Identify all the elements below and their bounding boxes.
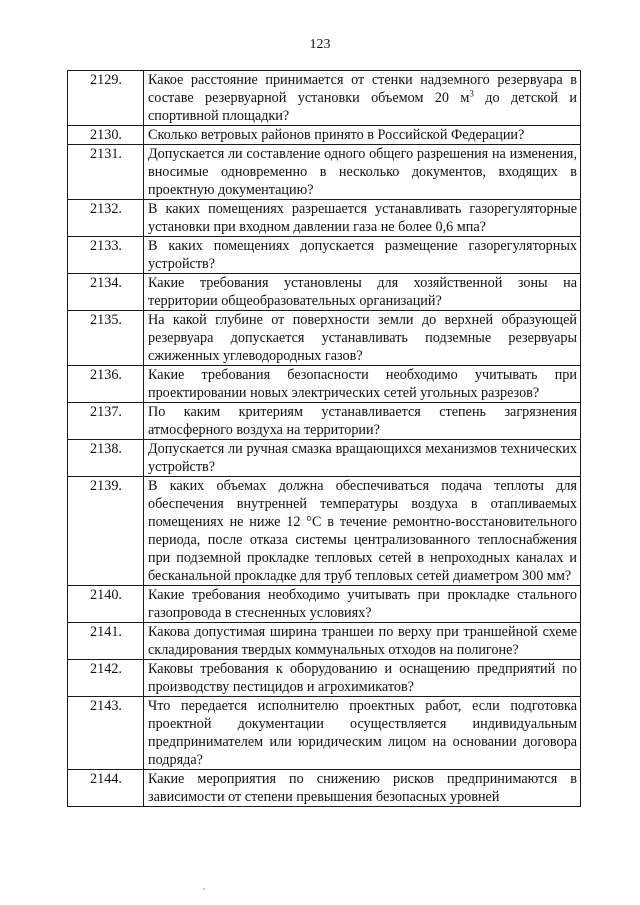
question-text: Какие требования установлены для хозяйственной зоны на территории общеобразовательных организаций? (144, 274, 581, 311)
table-row (68, 200, 581, 237)
question-number: 2133. (68, 237, 144, 274)
question-number: 2141. (68, 623, 144, 660)
table-row (68, 660, 581, 697)
page-number: 123 (309, 37, 331, 52)
question-text: Каковы требования к оборудованию и оснащению предприятий по производству пестицидов и агрохимикатов? (144, 660, 581, 697)
table-row (68, 586, 581, 623)
question-text: В каких помещениях допускается размещение газорегуляторных устройств? (144, 237, 581, 274)
question-number: 2132. (68, 200, 144, 237)
table-row (68, 145, 581, 200)
question-number: 2140. (68, 586, 144, 623)
question-text: Допускается ли составление одного общего разрешения на изменения, вносимые одновременно в несколько документов, входящих в проектную документацию? (144, 145, 581, 200)
table-row (68, 274, 581, 311)
table-row (68, 126, 581, 145)
question-text: В каких помещениях разрешается устанавливать газорегуляторные установки при входном давлении газа не более 0,6 мпа? (144, 200, 581, 237)
question-text: Какова допустимая ширина траншеи по верху при траншейной схеме складирования твердых коммунальных отходов на полигоне? (144, 623, 581, 660)
question-number: 2136. (68, 366, 144, 403)
question-text: Какие требования безопасности необходимо учитывать при проектировании новых электрических сетей угольных разрезов? (144, 366, 581, 403)
questions-table (67, 70, 581, 807)
question-number: 2134. (68, 274, 144, 311)
table-row (68, 623, 581, 660)
question-number: 2144. (68, 770, 144, 807)
question-number: 2137. (68, 403, 144, 440)
question-text: Какие требования необходимо учитывать при прокладке стального газопровода в стесненных условиях? (144, 586, 581, 623)
scan-artifact (203, 888, 205, 890)
table-row (68, 403, 581, 440)
question-text: В каких объемах должна обеспечиваться подача теплоты для обеспечения внутренней температуры воздуха в отапливаемых помещениях не ниже 12 °С в течение ремонтно-восстановительного периода, после отказа системы централизованного теплоснабжения при подземной прокладке тепловых сетей в непроходных каналах и бесканальной прокладке для труб тепловых сетей диаметром 300 мм? (144, 477, 581, 586)
question-text: Какое расстояние принимается от стенки надземного резервуара в составе резервуарной установки объемом 20 $м^3$ до детской и спортивной площадки? (144, 71, 581, 126)
question-number: 2143. (68, 697, 144, 770)
table-row (68, 366, 581, 403)
table-row (68, 770, 581, 807)
question-number: 2129. (68, 71, 144, 126)
question-text: По каким критериям устанавливается степень загрязнения атмосферного воздуха на территории? (144, 403, 581, 440)
table-row (68, 440, 581, 477)
question-text: Допускается ли ручная смазка вращающихся механизмов технических устройств? (144, 440, 581, 477)
table-row (68, 697, 581, 770)
table-row (68, 71, 581, 126)
table-row (68, 311, 581, 366)
question-number: 2131. (68, 145, 144, 200)
table-row (68, 477, 581, 586)
question-number: 2142. (68, 660, 144, 697)
question-number: 2130. (68, 126, 144, 145)
superscript: 3 (469, 88, 474, 99)
question-number: 2139. (68, 477, 144, 586)
question-text: Что передается исполнителю проектных работ, если подготовка проектной документации осуществляется индивидуальным предпринимателем или юридическим лицом на основании договора подряда? (144, 697, 581, 770)
question-text: Какие мероприятия по снижению рисков предпринимаются в зависимости от степени превышения безопасных уровней (144, 770, 581, 807)
question-number: 2135. (68, 311, 144, 366)
question-text: На какой глубине от поверхности земли до верхней образующей резервуара допускается устанавливать подземные резервуары сжиженных углеводородных газов? (144, 311, 581, 366)
table-row (68, 237, 581, 274)
question-number: 2138. (68, 440, 144, 477)
question-text: Сколько ветровых районов принято в Российской Федерации? (144, 126, 581, 145)
